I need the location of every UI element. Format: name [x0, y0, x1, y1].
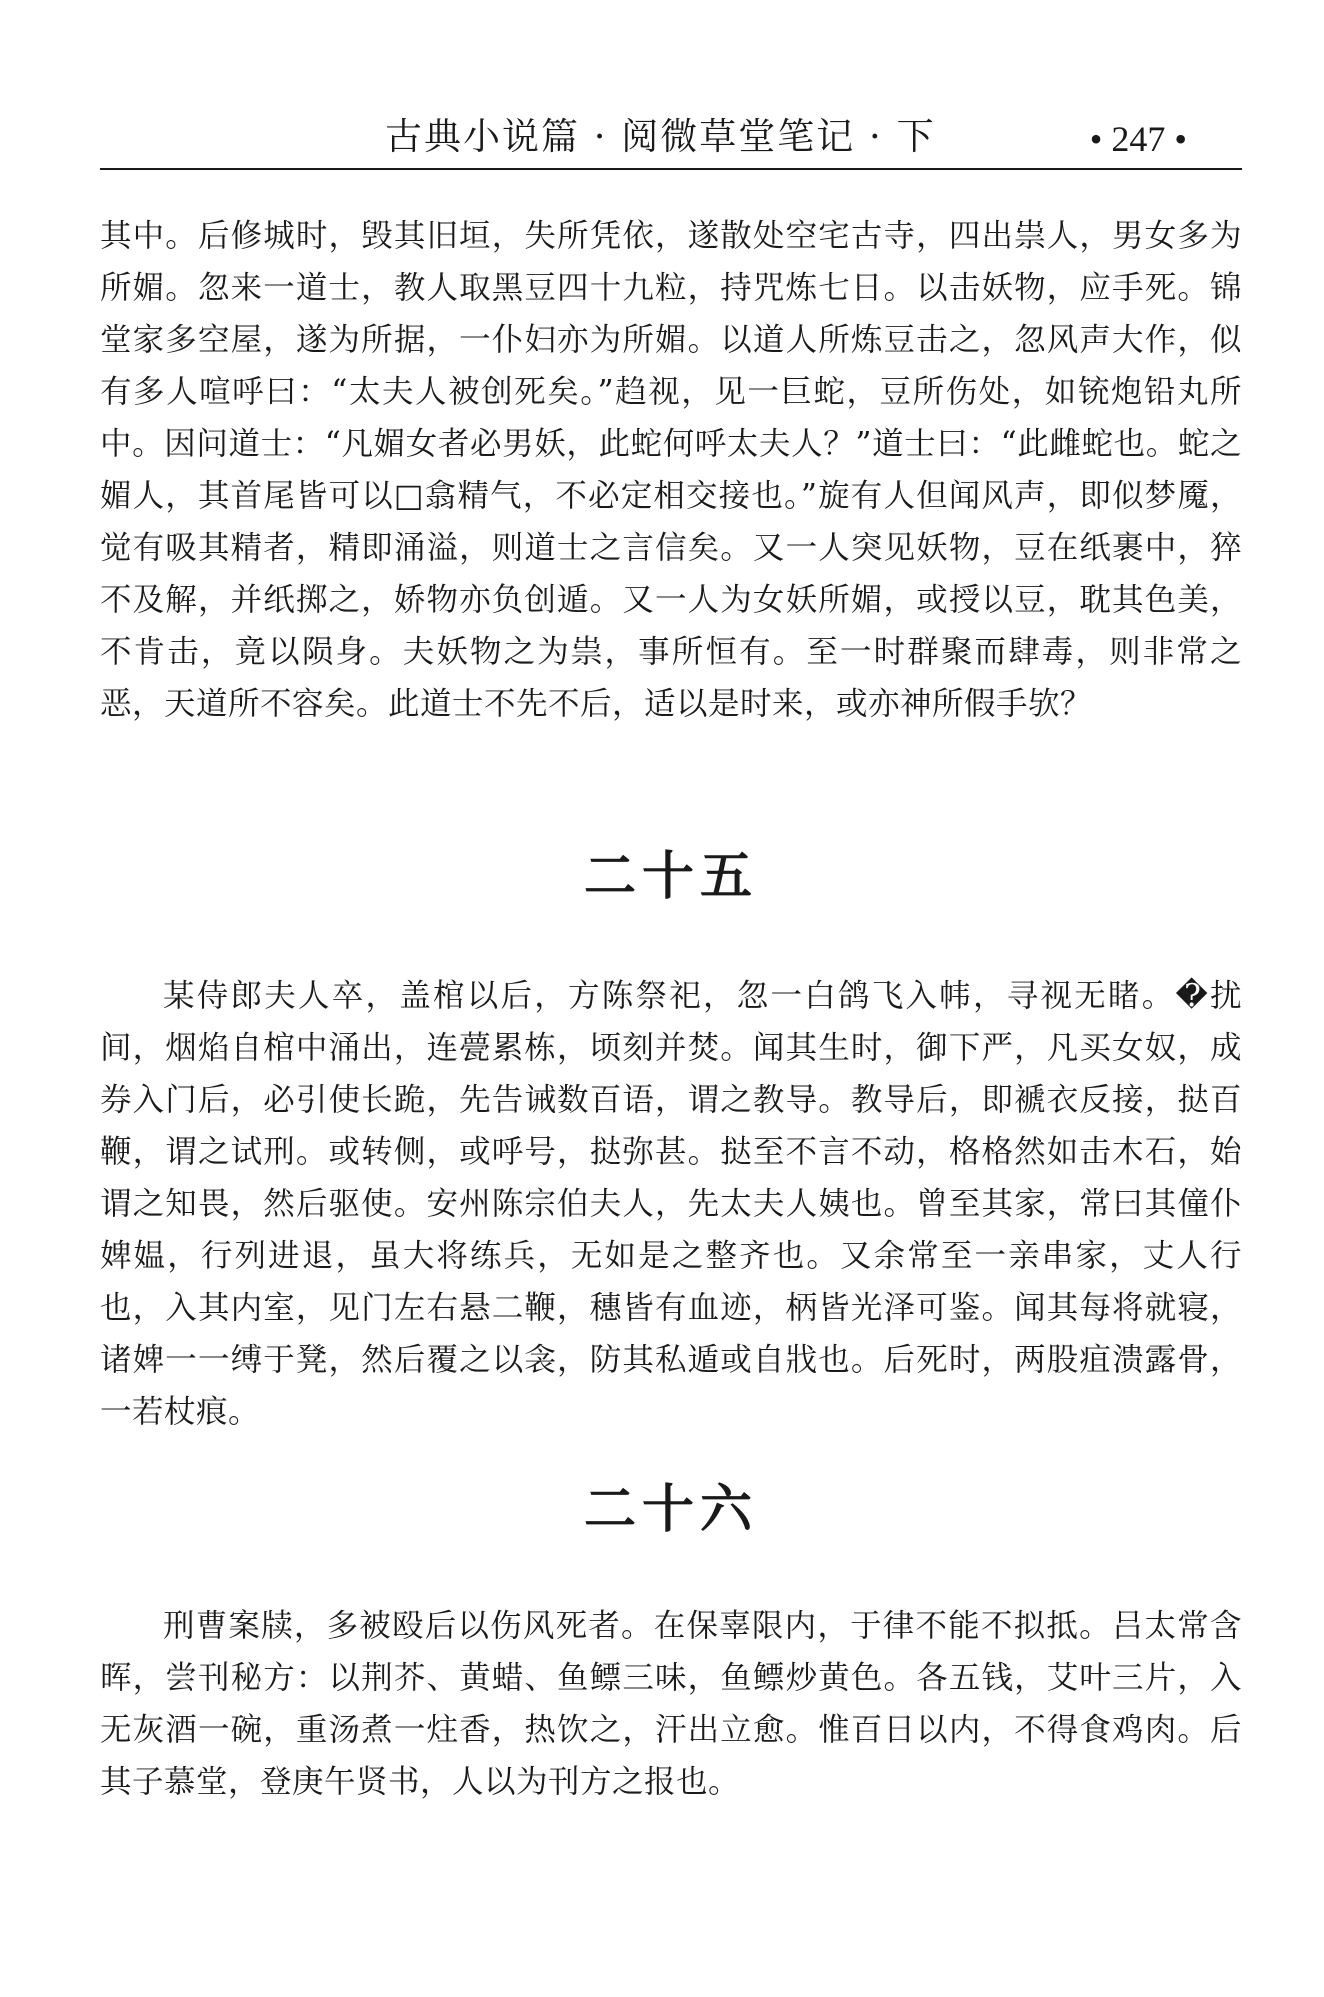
page-number: • 247 •	[1089, 119, 1187, 159]
running-header	[100, 112, 1242, 172]
paragraph: 其中。后修城时，毁其旧垣，失所凭依，遂散处空宅古寺，四出祟人，男女多为所媚。忽来一道士，教人取黑豆四十九粒，持咒炼七日。以击妖物，应手死。锦堂家多空屋，遂为所据，一仆妇亦为所媚。以道人所炼豆击之，忽风声大作，似有多人喧呼曰：“太夫人被创死矣。”趋视，见一巨蛇，豆所伤处，如铳炮铅丸所中。因问道士：“凡媚女者必男妖，此蛇何呼太夫人？”道士曰：“此雌蛇也。蛇之媚人，其首尾皆可以□翕精气，不必定相交接也。”旋有人但闻风声，即似梦魇，觉有吸其精者，精即涌溢，则道士之言信矣。又一人突见妖物，豆在纸裹中，猝不及解，并纸掷之，娇物亦负创遁。又一人为女妖所媚，或授以豆，耽其色美，不肯击，竟以陨身。夫妖物之为祟，事所恒有。至一时群聚而肆毒，则非常之恶，天道所不容矣。此道士不先不后，适以是时来，或亦神所假手欤？	[100, 218, 1242, 722]
book-page	[100, 0, 1242, 1997]
section-25-body	[100, 970, 1242, 1438]
paragraph: 某侍郎夫人卒，盖棺以后，方陈祭祀，忽一白鸽飞入帏，寻视无睹。�扰间，烟焰自棺中涌出，连甍累栋，顷刻并焚。闻其生时，御下严，凡买女奴，成券入门后，必引使长跪，先告诫数百语，谓之教导。教导后，即褫衣反接，挞百鞭，谓之试刑。或转侧，或呼号，挞弥甚。挞至不言不动，格格然如击木石，始谓之知畏，然后驱使。安州陈宗伯夫人，先太夫人姨也。曾至其家，常曰其僮仆婢媪，行列进退，虽大将练兵，无如是之整齐也。又余常至一亲串家，丈人行也，入其内室，见门左右悬二鞭，穗皆有血迹，柄皆光泽可鉴。闻其每将就寝，诸婢一一缚于凳，然后覆之以衾，防其私遁或自戕也。后死时，两股疽溃露骨，一若杖痕。	[100, 978, 1242, 1430]
header-title: 古典小说篇 · 阅微草堂笔记 · 下	[385, 115, 936, 158]
section-heading-26: 二十六	[583, 1480, 758, 1540]
header-rule	[100, 168, 1242, 170]
section-26-body	[100, 1600, 1242, 1808]
paragraph: 刑曹案牍，多被殴后以伤风死者。在保辜限内，于律不能不拟抵。吕太常含晖，尝刊秘方：以荆芥、黄蜡、鱼鳔三味，鱼鳔炒黄色。各五钱，艾叶三片，入无灰酒一碗，重汤煮一炷香，热饮之，汗出立愈。惟百日以内，不得食鸡肉。后其子慕堂，登庚午贤书，人以为刊方之报也。	[100, 1608, 1242, 1800]
section-heading-25: 二十五	[583, 847, 758, 907]
section-continuation	[100, 210, 1242, 730]
